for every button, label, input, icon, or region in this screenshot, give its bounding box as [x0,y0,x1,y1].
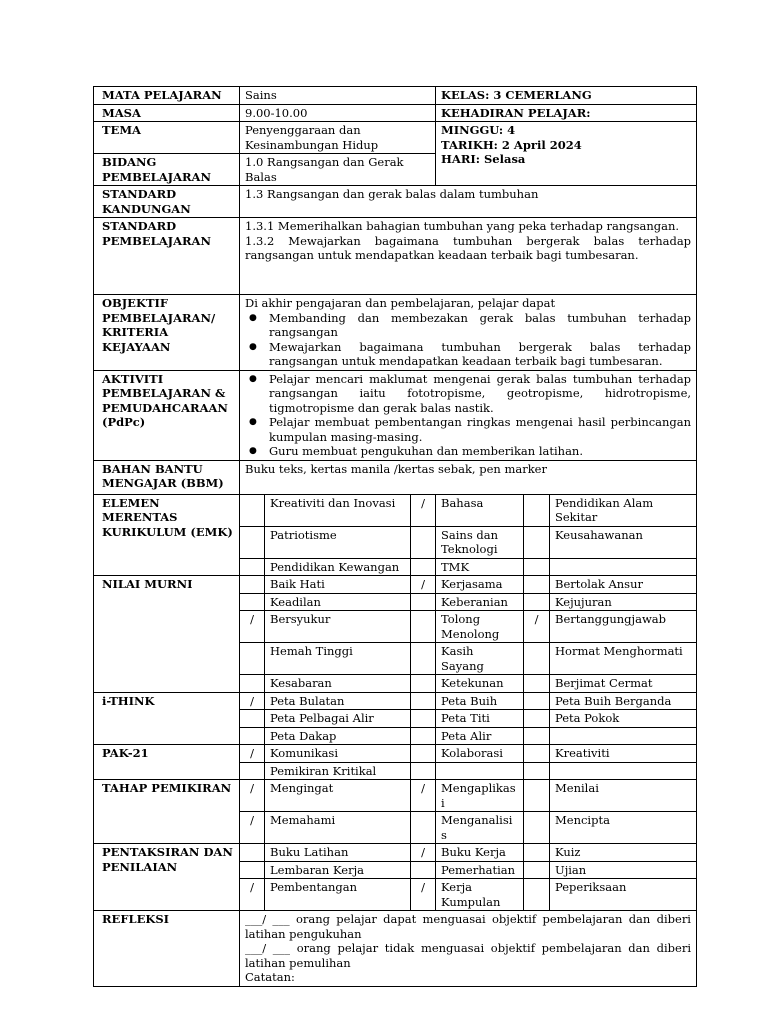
check-mark-cell [240,710,265,728]
check-mark-cell: / [240,879,265,911]
check-mark-cell: / [240,611,265,643]
item-cell: Kerjasama [436,576,524,594]
minggu-field: MINGGU: 4 [441,123,516,137]
checklist-sections [94,494,697,911]
check-mark-cell [524,812,550,844]
check-mark-cell [524,879,550,911]
section-label: PAK-21 [94,745,240,780]
item-cell: Peperiksaan [550,879,697,911]
row-bbm [94,460,697,494]
kelas-field: KELAS: 3 CEMERLANG [436,87,697,105]
item-cell: Peta Dakap [265,727,411,745]
check-mark-cell [524,558,550,576]
check-mark-cell [411,812,436,844]
objektif-label: OBJEKTIF PEMBELAJARAN/ KRITERIA KEJAYAAN [94,295,240,371]
item-cell [550,727,697,745]
row-standard-pembelajaran [94,218,697,295]
check-mark-cell [240,643,265,675]
check-mark-cell [411,611,436,643]
row-masa [94,104,697,122]
item-cell: Peta Bulatan [265,692,411,710]
check-mark-cell [411,710,436,728]
item-cell: TMK [436,558,524,576]
section-label: ELEMEN MERENTAS KURIKULUM (EMK) [94,494,240,576]
check-mark-cell [524,593,550,611]
section-label: PENTAKSIRAN DAN PENILAIAN [94,844,240,911]
aktiviti-label: AKTIVITI PEMBELAJARAN & PEMUDAHCARAAN (PdPc) [94,370,240,460]
item-cell: Kesabaran [265,675,411,693]
item-cell: Peta Pelbagai Alir [265,710,411,728]
aktiviti-item: ● Pelajar mencari maklumat mengenai gerak balas tumbuhan terhadap rangsangan iaitu fototropisme, geotropisme, hidrotropisme, tigmotropisme dan gerak balas nastik. [245,372,691,416]
section-label: TAHAP PEMIKIRAN [94,780,240,844]
check-mark-cell [524,526,550,558]
check-mark-cell: / [411,494,436,526]
checklist-row [94,692,697,710]
row-mata-pelajaran [94,87,697,105]
lesson-plan-table [93,86,697,495]
check-mark-cell [524,494,550,526]
item-cell: Baik Hati [265,576,411,594]
checklist-row [94,780,697,812]
objektif-intro: Di akhir pengajaran dan pembelajaran, pelajar dapat [245,296,556,310]
checklist-table [93,494,697,987]
item-cell [550,558,697,576]
row-standard-kandungan [94,186,697,218]
checklist-row [94,745,697,763]
standard-kandungan-value: 1.3 Rangsangan dan gerak balas dalam tumbuhan [240,186,697,218]
item-cell: Keadilan [265,593,411,611]
row-refleksi [94,911,697,987]
item-cell: Peta Pokok [550,710,697,728]
check-mark-cell: / [240,745,265,763]
check-mark-cell [524,675,550,693]
check-mark-cell [411,558,436,576]
check-mark-cell [411,643,436,675]
bbm-label: BAHAN BANTU MENGAJAR (BBM) [94,460,240,494]
row-objektif [94,295,697,371]
check-mark-cell [240,558,265,576]
minggu-tarikh-hari-cell [436,122,697,186]
item-cell: Komunikasi [265,745,411,763]
check-mark-cell [240,593,265,611]
item-cell: Kerja Kumpulan [436,879,524,911]
check-mark-cell [411,861,436,879]
tema-label: TEMA [94,122,240,154]
refleksi-value [240,911,697,987]
bbm-value: Buku teks, kertas manila /kertas sebak, pen marker [240,460,697,494]
check-mark-cell: / [411,844,436,862]
objektif-list [245,311,691,369]
section-label: NILAI MURNI [94,576,240,693]
item-cell: Memahami [265,812,411,844]
item-cell: Peta Buih [436,692,524,710]
check-mark-cell [524,844,550,862]
check-mark-cell [524,727,550,745]
refleksi-line-pengukuhan: ___/ ___ orang pelajar dapat menguasai objektif pembelajaran dan diberi latihan pengukuhan [245,912,691,941]
item-cell: Ujian [550,861,697,879]
masa-value: 9.00-10.00 [240,104,436,122]
refleksi-line-pemulihan: ___/ ___ orang pelajar tidak menguasai objektif pembelajaran dan diberi latihan pemulihan [245,941,691,970]
check-mark-cell: / [411,780,436,812]
item-cell: Buku Kerja [436,844,524,862]
kehadiran-field: KEHADIRAN PELAJAR: [436,104,697,122]
item-cell: Menilai [550,780,697,812]
check-mark-cell [240,675,265,693]
checklist-row [94,844,697,862]
item-cell: Berjimat Cermat [550,675,697,693]
item-cell: Lembaran Kerja [265,861,411,879]
check-mark-cell [240,576,265,594]
item-cell: Kolaborasi [436,745,524,763]
tema-value: Penyenggaraan dan Kesinambungan Hidup [240,122,436,154]
item-cell: Kreativiti [550,745,697,763]
bidang-label: BIDANG PEMBELAJARAN [94,154,240,186]
check-mark-cell: / [240,692,265,710]
mata-pelajaran-label: MATA PELAJARAN [94,87,240,105]
objektif-item: ● Membanding dan membezakan gerak balas tumbuhan terhadap rangsangan [245,311,691,340]
item-cell: Hormat Menghormati [550,643,697,675]
standard-pembelajaran-item: 1.3.2 Mewajarkan bagaimana tumbuhan bergerak balas terhadap rangsangan untuk mendapatkan keadaan terbaik bagi tumbesaran. [245,233,692,262]
item-cell: Pendidikan Kewangan [265,558,411,576]
item-cell: Peta Buih Berganda [550,692,697,710]
standard-pembelajaran-item: 1.3.1 Memerihalkan bahagian tumbuhan yang peka terhadap rangsangan. [245,219,680,233]
item-cell: Pembentangan [265,879,411,911]
hari-field: HARI: Selasa [441,152,526,166]
item-cell: Mengaplikasi [436,780,524,812]
item-cell: Pemerhatian [436,861,524,879]
item-cell: Sains dan Teknologi [436,526,524,558]
check-mark-cell [411,675,436,693]
check-mark-cell [411,593,436,611]
check-mark-cell [524,780,550,812]
check-mark-cell [411,727,436,745]
item-cell: Pendidikan Alam Sekitar [550,494,697,526]
item-cell [436,762,524,780]
bidang-value: 1.0 Rangsangan dan Gerak Balas [240,154,436,186]
aktiviti-item: ● Pelajar membuat pembentangan ringkas mengenai hasil perbincangan kumpulan masing-masing. [245,415,691,444]
tarikh-field: TARIKH: 2 April 2024 [441,137,582,152]
check-mark-cell [411,762,436,780]
check-mark-cell: / [411,879,436,911]
check-mark-cell [524,576,550,594]
aktiviti-list [245,372,691,459]
aktiviti-item: ● Guru membuat pengukuhan dan memberikan latihan. [245,444,691,459]
item-cell: Kejujuran [550,593,697,611]
row-tema [94,122,697,154]
check-mark-cell [240,762,265,780]
check-mark-cell [524,710,550,728]
item-cell: Peta Titi [436,710,524,728]
check-mark-cell [524,762,550,780]
item-cell: Peta Alir [436,727,524,745]
item-cell: Keusahawanan [550,526,697,558]
item-cell: Mengingat [265,780,411,812]
check-mark-cell [240,861,265,879]
item-cell: Mencipta [550,812,697,844]
standard-kandungan-label: STANDARD KANDUNGAN [94,186,240,218]
item-cell: Bertolak Ansur [550,576,697,594]
catatan-label: Catatan: [245,970,295,984]
checklist-row [94,576,697,594]
aktiviti-value [240,370,697,460]
check-mark-cell [411,526,436,558]
item-cell: Kuiz [550,844,697,862]
check-mark-cell [240,844,265,862]
item-cell: Bertanggungjawab [550,611,697,643]
mata-pelajaran-value: Sains [240,87,436,105]
check-mark-cell [411,692,436,710]
objektif-value [240,295,697,371]
check-mark-cell: / [240,812,265,844]
check-mark-cell: / [411,576,436,594]
check-mark-cell [240,494,265,526]
standard-pembelajaran-label: STANDARD PEMBELAJARAN [94,218,240,295]
check-mark-cell: / [524,611,550,643]
check-mark-cell [524,745,550,763]
section-label: i-THINK [94,692,240,745]
checklist-row [94,494,697,526]
check-mark-cell: / [240,780,265,812]
item-cell: Pemikiran Kritikal [265,762,411,780]
check-mark-cell [524,643,550,675]
item-cell: Keberanian [436,593,524,611]
item-cell: Buku Latihan [265,844,411,862]
item-cell: Kreativiti dan Inovasi [265,494,411,526]
standard-pembelajaran-value [240,218,697,295]
row-aktiviti [94,370,697,460]
item-cell: Bahasa [436,494,524,526]
item-cell: Tolong Menolong [436,611,524,643]
item-cell: Hemah Tinggi [265,643,411,675]
check-mark-cell [240,727,265,745]
item-cell: Menganalisis [436,812,524,844]
check-mark-cell [524,692,550,710]
item-cell: Bersyukur [265,611,411,643]
item-cell: Kasih Sayang [436,643,524,675]
check-mark-cell [411,745,436,763]
lesson-plan-document [93,86,696,987]
check-mark-cell [524,861,550,879]
masa-label: MASA [94,104,240,122]
check-mark-cell [240,526,265,558]
objektif-item: ● Mewajarkan bagaimana tumbuhan bergerak balas terhadap rangsangan untuk mendapatkan keadaan terbaik bagi tumbesaran. [245,340,691,369]
item-cell [550,762,697,780]
refleksi-label: REFLEKSI [94,911,240,987]
item-cell: Patriotisme [265,526,411,558]
item-cell: Ketekunan [436,675,524,693]
